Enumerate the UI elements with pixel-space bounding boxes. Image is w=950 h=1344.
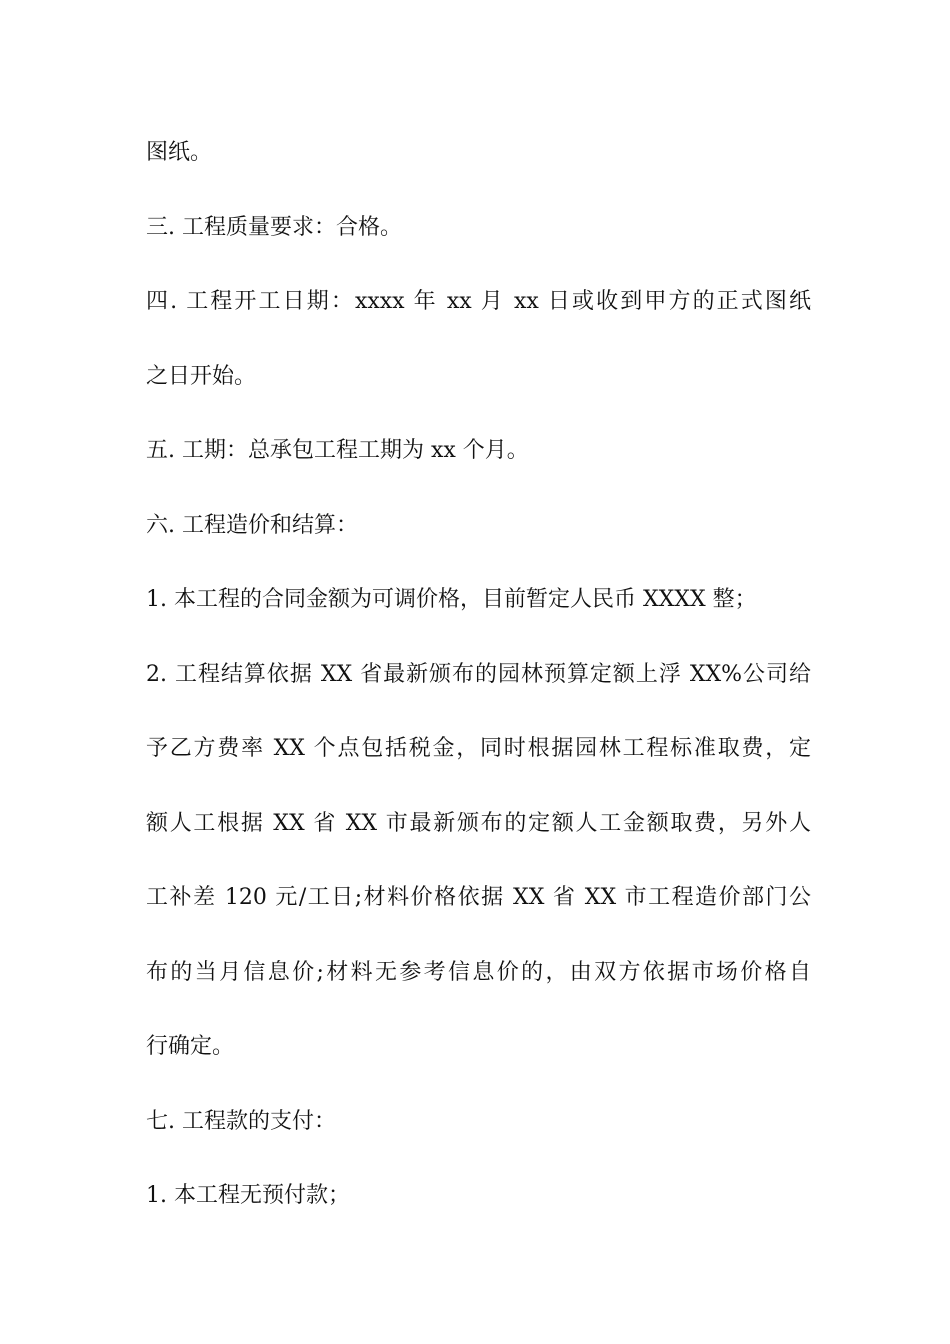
text-line-7: 1. 本工程的合同金额为可调价格，目前暂定人民币 XXXX 整； xyxy=(146,587,757,612)
text-line-8: 2. 工程结算依据 XX 省最新颁布的园林预算定额上浮 XX%公司给 xyxy=(146,661,811,687)
text-line-3: 四. 工程开工日期：xxxx 年 xx 月 xx 日或收到甲方的正式图纸 xyxy=(146,289,811,314)
text-line-14: 七. 工程款的支付： xyxy=(146,1108,336,1134)
text-line-12: 布的当月信息价;材料无参考信息价的，由双方依据市场价格自 xyxy=(146,959,811,985)
text-line-10: 额人工根据 XX 省 XX 市最新颁布的定额人工金额取费，另外人 xyxy=(146,810,811,836)
document-body xyxy=(146,128,811,1246)
text-line-13: 行确定。 xyxy=(146,1034,235,1059)
text-line-9: 予乙方费率 XX 个点包括税金，同时根据园林工程标准取费，定 xyxy=(146,736,811,761)
text-line-15: 1. 本工程无预付款； xyxy=(146,1183,350,1208)
text-line-2: 三. 工程质量要求：合格。 xyxy=(146,214,402,240)
text-line-5: 五. 工期：总承包工程工期为 xx 个月。 xyxy=(146,438,529,463)
text-line-1: 图纸。 xyxy=(146,140,213,165)
text-line-11: 工补差 120 元/工日;材料价格依据 XX 省 XX 市工程造价部门公 xyxy=(146,885,811,910)
text-line-4: 之日开始。 xyxy=(146,363,257,389)
text-line-6: 六. 工程造价和结算： xyxy=(146,512,358,538)
